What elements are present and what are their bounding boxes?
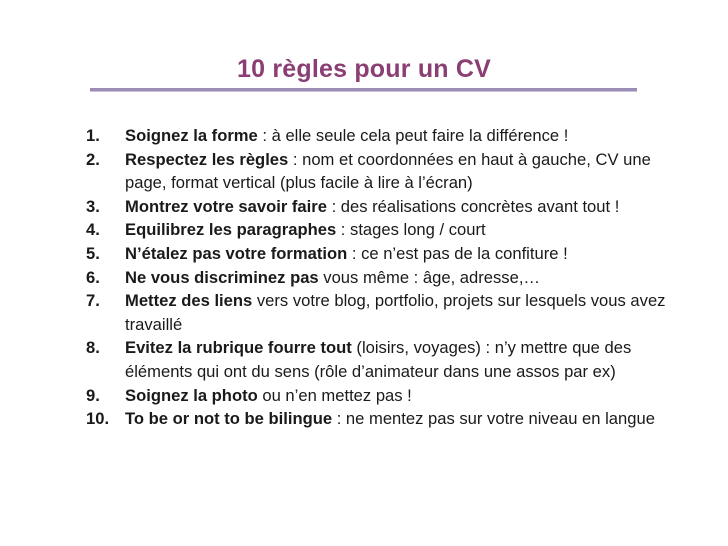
rule-title: Evitez la rubrique fourre tout	[125, 338, 352, 358]
rule-item	[86, 336, 676, 383]
rule-title: To be or not to be bilingue	[125, 409, 333, 429]
rule-item	[86, 289, 676, 336]
rule-text: : ne mentez pas sur votre niveau en langue	[332, 409, 655, 429]
rule-title: Respectez les règles	[125, 149, 289, 169]
rule-text: vous même : âge, adresse,…	[318, 267, 541, 287]
rule-title: N’étalez pas votre formation	[125, 243, 348, 263]
rules-list	[86, 124, 676, 431]
rule-item	[86, 195, 676, 219]
rule-item	[86, 124, 676, 148]
rule-title: Montrez votre savoir faire	[125, 196, 327, 216]
rule-number: 10.	[86, 409, 110, 429]
rule-item	[86, 242, 676, 266]
rule-text: : nom et coordonnées en haut à gauche, CV une page, format vertical (plus facile à lire à l’écran)	[125, 149, 651, 193]
rule-item	[86, 407, 676, 431]
rule-number: 7.	[86, 291, 100, 311]
rule-number: 1.	[86, 126, 100, 145]
rule-title: Soignez la forme	[125, 126, 258, 145]
rule-item	[86, 148, 676, 195]
rule-item	[86, 218, 676, 242]
rule-title: Soignez la photo	[125, 385, 258, 405]
rule-text: : des réalisations concrètes avant tout !	[326, 196, 620, 216]
rule-title: Mettez des liens	[125, 291, 253, 311]
rule-title: Equilibrez les paragraphes	[125, 220, 337, 240]
rule-number: 3.	[86, 196, 100, 216]
rule-text: : ce n’est pas de la confiture !	[347, 243, 568, 263]
rule-text: : stages long / court	[336, 220, 486, 240]
rule-number: 6.	[86, 267, 100, 287]
rule-text: (loisirs, voyages) : n’y mettre que des éléments qui ont du sens (rôle d’animateur dans une assos par ex)	[125, 338, 632, 381]
rule-number: 4.	[86, 220, 100, 240]
rule-number: 2.	[86, 149, 100, 169]
rule-text: : à elle seule cela peut faire la différence !	[257, 126, 569, 145]
rule-text: ou n’en mettez pas !	[257, 385, 412, 405]
rule-number: 9.	[86, 385, 100, 405]
rule-title: Ne vous discriminez pas	[125, 267, 319, 287]
rule-item	[86, 266, 676, 290]
title-underline	[90, 88, 637, 92]
rule-number: 5.	[86, 243, 100, 263]
slide-title: 10 règles pour un CV	[236, 55, 492, 83]
rule-item	[86, 384, 676, 408]
rule-number: 8.	[86, 338, 100, 358]
rule-text: vers votre blog, portfolio, projets sur lesquels vous avez travaillé	[125, 291, 666, 334]
